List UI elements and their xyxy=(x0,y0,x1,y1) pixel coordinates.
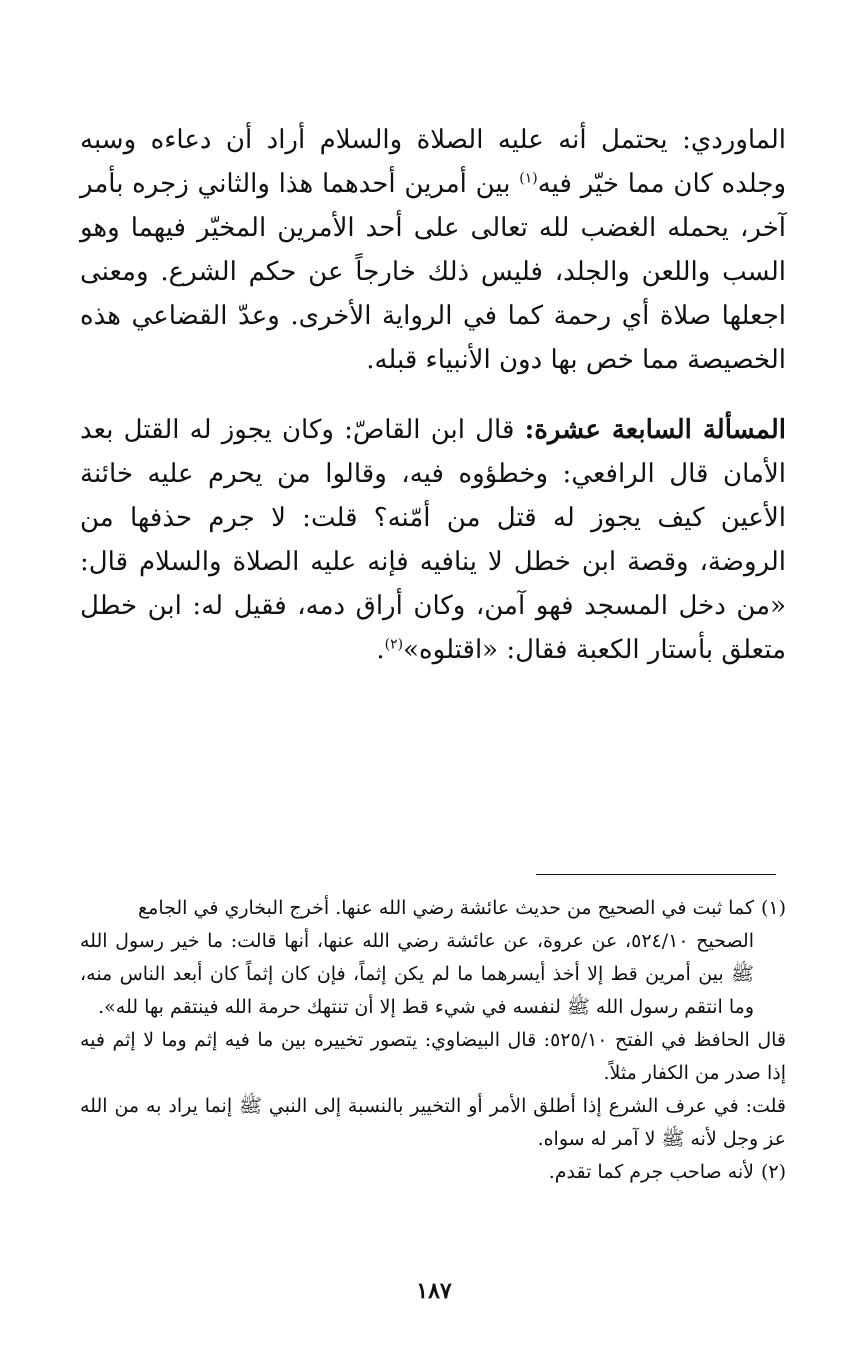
paragraph-1-text-b: بين أمرين أحدهما هذا والثاني زجره بأمر آخر، يحمله الغضب لله تعالى على أحد الأمرين المخيّر فيهما وهو السب واللعن والجلد، فليس ذلك خارجاً عن حكم الشرع. ومعنى اجعلها صلاة أي رحمة كما في الرواية الأخرى. وعدّ القضاعي هذه الخصيصة مما خص بها دون الأنبياء قبله. xyxy=(80,169,786,375)
page-number: ١٨٧ xyxy=(416,1278,452,1304)
footnote-1-note-hafiz: قال الحافظ في الفتح ٥٢٥/١٠: قال البيضاوي: يتصور تخييره بين ما فيه إثم وما لا إثم فيه إذا صدر من الكفار مثلاً. xyxy=(80,1029,787,1084)
footnotes xyxy=(80,892,786,1189)
footnote-ref-1: (١) xyxy=(519,170,538,187)
paragraph-1-text-a: الماوردي: يحتمل أنه عليه الصلاة والسلام أراد أن دعاءه وسبه وجلده كان مما خيّر فيه xyxy=(80,125,786,199)
paragraph-2 xyxy=(80,408,786,672)
issue-heading: المسألة السابعة عشرة: xyxy=(524,415,786,445)
paragraph-2-text-a: قال ابن القاصّ: وكان يجوز له القتل بعد الأمان قال الرافعي: وخطؤوه فيه، وقالوا من يحرم عليه خائنة الأعين كيف يجوز له قتل من أمّنه؟ قلت: لا جرم حذفها من الروضة، وقصة ابن خطل لا ينافيه فإنه عليه الصلاة والسلام قال: «من دخل المسجد فهو آمن، وكان أراق دمه، فقيل له: ابن خطل متعلق بأستار الكعبة فقال: «اقتلوه» xyxy=(80,415,786,665)
footnote-1-number: (١) xyxy=(760,897,786,919)
footnote-separator xyxy=(536,874,776,875)
footnote-1-continuation: الصحيح ٥٢٤/١٠، عن عروة، عن عائشة رضي الله عنها، أنها قالت: ما خير رسول الله ﷺ بين أمرين قط إلا أخذ أيسرهما ما لم يكن إثماً، فإن كان إثماً كان أبعد الناس منه، وما انتقم رسول الله ﷺ لنفسه في شيء قط إلا أن تنتهك حرمة الله فينتقم بها لله». xyxy=(80,930,754,1018)
footnote-1 xyxy=(80,892,786,925)
main-text xyxy=(80,118,786,672)
footnote-1-note-qultu: قلت: في عرف الشرع إذا أطلق الأمر أو التخيير بالنسبة إلى النبي ﷺ إنما يراد به من الله عز وجل لأنه ﷺ لا آمر له سواه. xyxy=(80,1095,786,1150)
footnote-2 xyxy=(80,1156,786,1189)
footnote-ref-2: (٢) xyxy=(384,636,404,653)
footnote-2-number: (٢) xyxy=(760,1161,786,1183)
footnote-1-text-a: كما ثبت في الصحيح من حديث عائشة رضي الله عنها. أخرج البخاري في الجامع xyxy=(138,897,754,919)
paragraph-1 xyxy=(80,118,786,382)
footnote-2-text: لأنه صاحب جرم كما تقدم. xyxy=(548,1161,754,1183)
paragraph-2-text-b: . xyxy=(376,635,385,665)
